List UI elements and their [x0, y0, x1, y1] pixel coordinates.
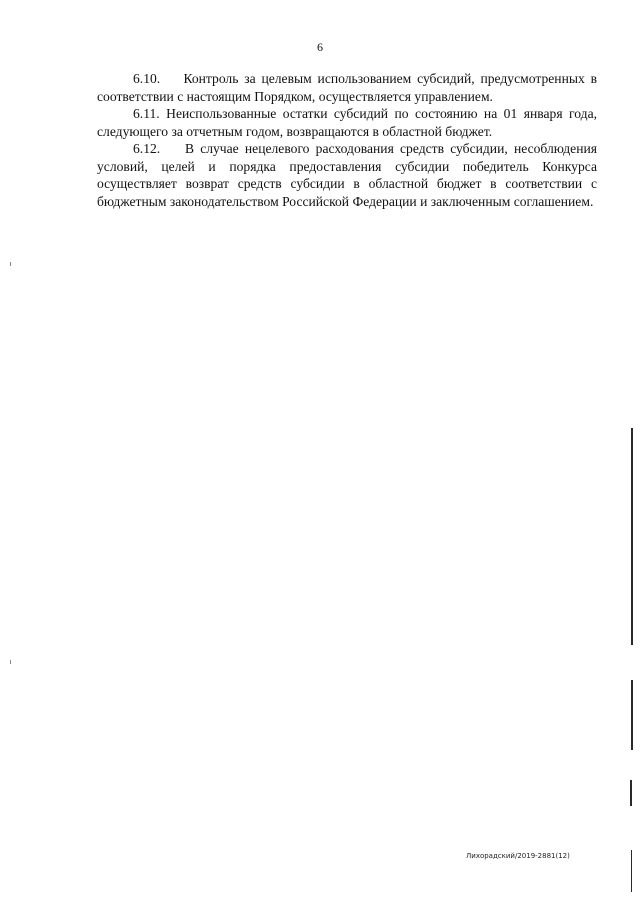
- scan-edge-mark: [631, 680, 633, 750]
- page-number: 6: [317, 40, 323, 54]
- paragraph-text: Неиспользованные остатки субсидий по состоянию на 01 января года, следующего за отчетным годом, возвращаются в областной бюджет.: [97, 106, 597, 139]
- paragraph-number: 6.11.: [133, 106, 160, 121]
- scan-speck: [10, 262, 11, 266]
- paragraph-6-12: [97, 140, 597, 210]
- paragraph-6-10: [97, 70, 597, 105]
- scan-edge-mark: [631, 428, 633, 645]
- paragraph-number: 6.12.: [133, 141, 161, 156]
- scan-edge-mark: [630, 780, 632, 806]
- document-registration-code: Лихорадский/2019-2881(12): [466, 852, 570, 860]
- paragraph-number: 6.10.: [133, 71, 161, 86]
- document-body: [97, 70, 597, 210]
- scan-speck: [10, 660, 11, 664]
- paragraph-text: В случае нецелевого расходования средств субсидии, несоблюдения условий, целей и порядка предоставления субсидии победитель Конкурса осуществляет возврат средств субсидии в областной бюджет в соответствии с бюджетным законодательством Российской Федерации и заключенным соглашением.: [97, 141, 597, 209]
- paragraph-6-11: [97, 105, 597, 140]
- scan-edge-mark: [631, 850, 632, 892]
- paragraph-text: Контроль за целевым использованием субсидий, предусмотренных в соответствии с настоящим Порядком, осуществляется управлением.: [97, 71, 598, 104]
